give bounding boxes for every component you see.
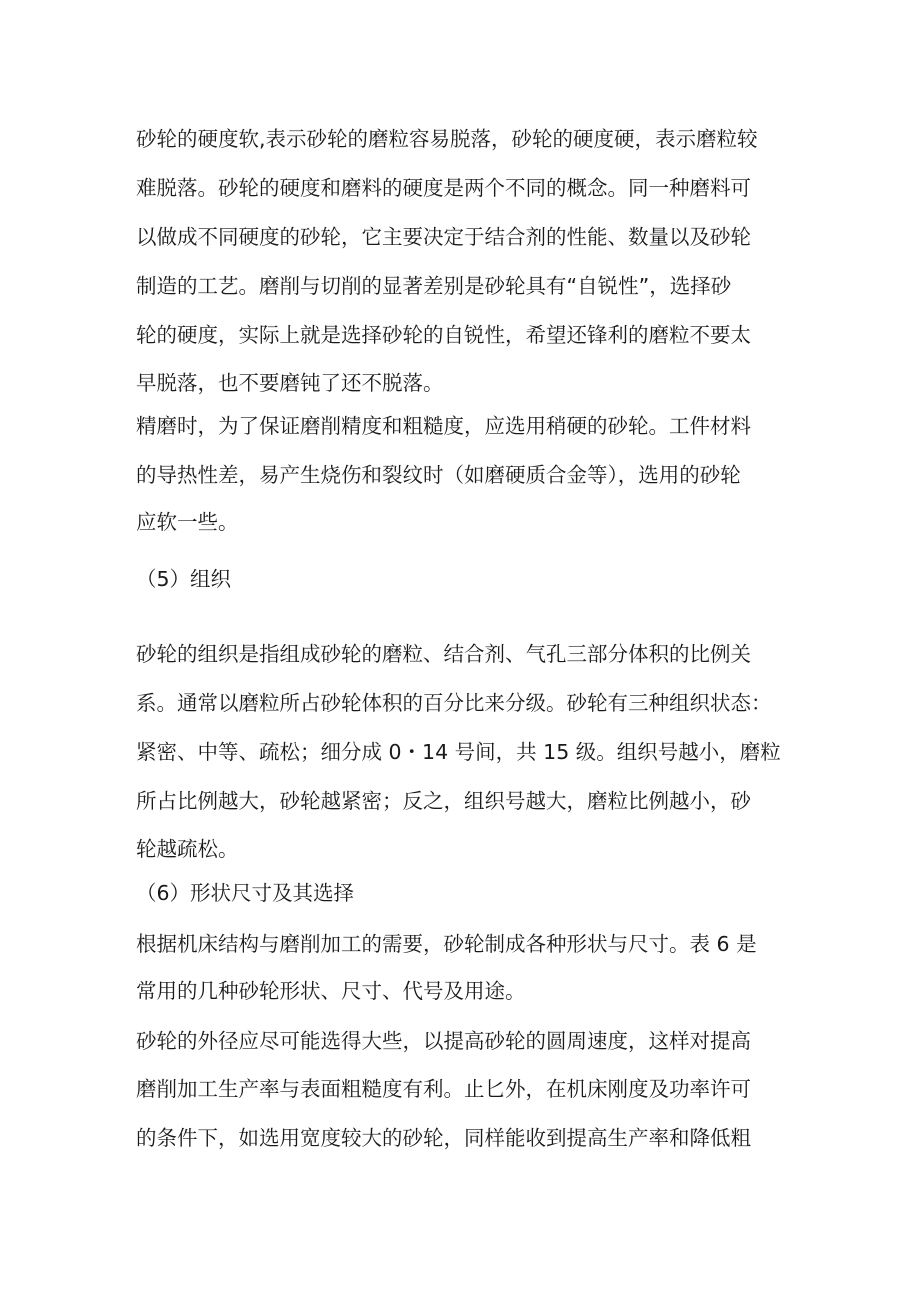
paragraph-1-line-3: 以做成不同硬度的砂轮，它主要决定于结合剂的性能、数量以及砂轮: [136, 225, 751, 249]
paragraph-3-line-2: 系。通常以磨粒所占砂轮体积的百分比来分级。砂轮有三种组织状态：: [136, 691, 772, 715]
paragraph-4-line-2: 常用的几种砂轮形状、尺寸、代号及用途。: [136, 979, 526, 1003]
paragraph-5-line-1: 砂轮的外径应尽可能选得大些，以提高砂轮的圆周速度，这样对提高: [136, 1029, 751, 1053]
paragraph-1-line-5: 轮的硬度，实际上就是选择砂轮的自锐性，希望还锋利的磨粒不要太: [136, 323, 751, 347]
paragraph-2-line-2: 的导热性差，易产生烧伤和裂纹时（如磨硬质合金等），选用的砂轮: [136, 463, 741, 487]
paragraph-1-line-6: 早脱落，也不要磨钝了还不脱落。: [136, 371, 444, 395]
paragraph-5-line-2: 磨削加工生产率与表面粗糙度有利。止匕外，在机床刚度及功率许可: [136, 1077, 751, 1101]
paragraph-1-line-4: 制造的工艺。磨削与切削的显著差别是砂轮具有“自锐性”，选择砂: [136, 274, 732, 298]
paragraph-5-line-3: 的条件下，如选用宽度较大的砂轮，同样能收到提高生产率和降低粗: [136, 1126, 751, 1150]
section-heading-6: （6）形状尺寸及其选择: [136, 881, 355, 905]
paragraph-2-line-1: 精磨时，为了保证磨削精度和粗糙度，应选用稍硬的砂轮。工件材料: [136, 414, 751, 438]
paragraph-4-line-1: 根据机床结构与磨削加工的需要，砂轮制成各种形状与尺寸。表 6 是: [136, 932, 757, 956]
paragraph-3-line-4: 所占比例越大，砂轮越紧密；反之，组织号越大，磨粒比例越小，砂: [136, 789, 751, 813]
paragraph-1-line-1: 砂轮的硬度软,表示砂轮的磨粒容易脱落，砂轮的硬度硬，表示磨粒较: [136, 127, 758, 151]
paragraph-3-line-3: 紧密、中等、疏松；细分成 0・14 号间，共 15 级。组织号越小，磨粒: [136, 740, 781, 764]
paragraph-3-line-1: 砂轮的组织是指组成砂轮的磨粒、结合剂、气孔三部分体积的比例关: [136, 642, 751, 666]
paragraph-1-line-2: 难脱落。砂轮的硬度和磨料的硬度是两个不同的概念。同一种磨料可: [136, 176, 751, 200]
paragraph-3-line-5: 轮越疏松。: [136, 837, 239, 861]
section-heading-5: （5）组织: [136, 567, 232, 591]
paragraph-2-line-3: 应软一些。: [136, 510, 239, 534]
